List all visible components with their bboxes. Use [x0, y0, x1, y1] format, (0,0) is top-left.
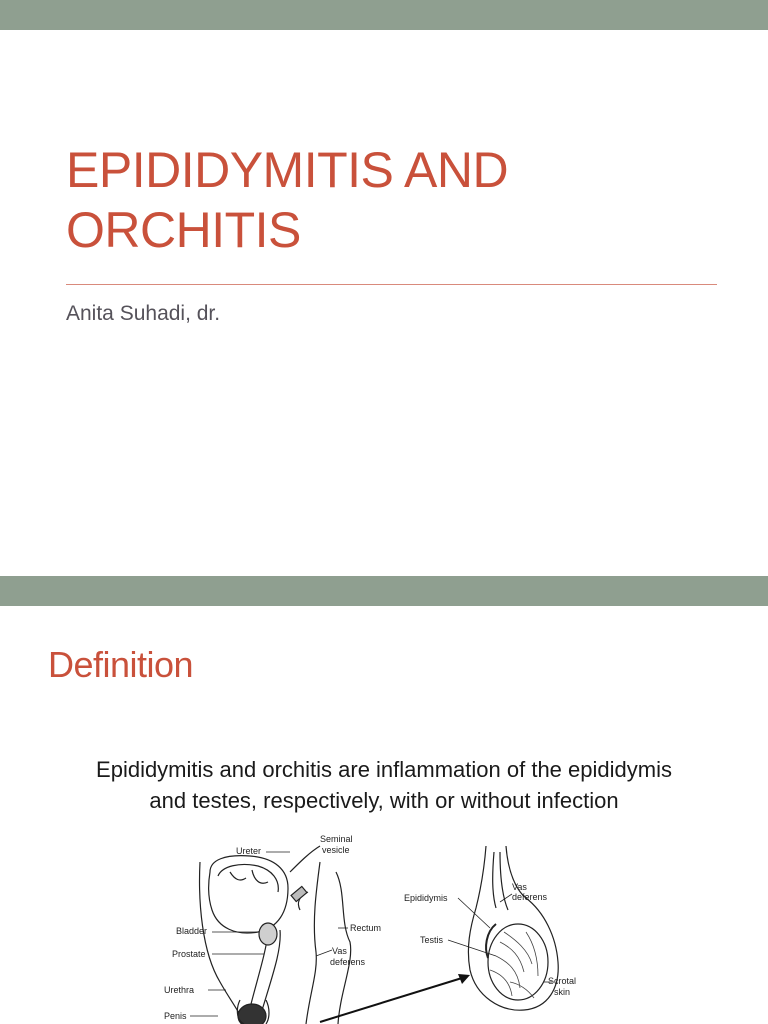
- title-divider: [66, 284, 717, 285]
- label-vas-deferens-right-2: deferens: [512, 892, 548, 902]
- label-vas-deferens-left-2: deferens: [330, 957, 366, 967]
- label-scrotal-skin-1: Scrotal: [548, 976, 577, 986]
- pelvis-illustration: [200, 846, 351, 1024]
- arrow-icon: [320, 974, 470, 1022]
- label-seminal-vesicle-1: Seminal: [320, 834, 353, 844]
- top-band: [0, 0, 768, 30]
- slide-title: [66, 140, 726, 260]
- label-rectum: Rectum: [350, 923, 382, 933]
- label-seminal-vesicle-2: vesicle: [322, 845, 350, 855]
- anatomy-diagram: [140, 832, 630, 1024]
- slide-separator-band: [0, 576, 768, 606]
- definition-text-line-2: and testes, respectively, with or without infection: [149, 788, 619, 813]
- label-epididymis: Epididymis: [404, 893, 448, 903]
- slide-title-line-2: ORCHITIS: [66, 202, 301, 258]
- title-slide: [0, 30, 768, 576]
- definition-heading: Definition: [48, 644, 194, 685]
- label-bladder: Bladder: [176, 926, 208, 936]
- label-scrotal-skin-2: skin: [554, 987, 571, 997]
- definition-slide: [0, 606, 768, 1024]
- slide-title-line-1: EPIDIDYMITIS AND: [66, 142, 509, 198]
- label-penis: Penis: [164, 1011, 187, 1021]
- label-testis: Testis: [420, 935, 444, 945]
- label-vas-deferens-left-1: Vas: [332, 946, 347, 956]
- definition-text-line-1: Epididymitis and orchitis are inflammation of the epididymis: [96, 757, 672, 782]
- label-urethra: Urethra: [164, 985, 195, 995]
- label-ureter: Ureter: [236, 846, 262, 856]
- definition-text: [20, 754, 748, 816]
- label-vas-deferens-right-1: Vas: [512, 882, 527, 892]
- author-subtitle: Anita Suhadi, dr.: [66, 302, 221, 325]
- testis-illustration: [468, 846, 558, 1010]
- label-prostate: Prostate: [172, 949, 206, 959]
